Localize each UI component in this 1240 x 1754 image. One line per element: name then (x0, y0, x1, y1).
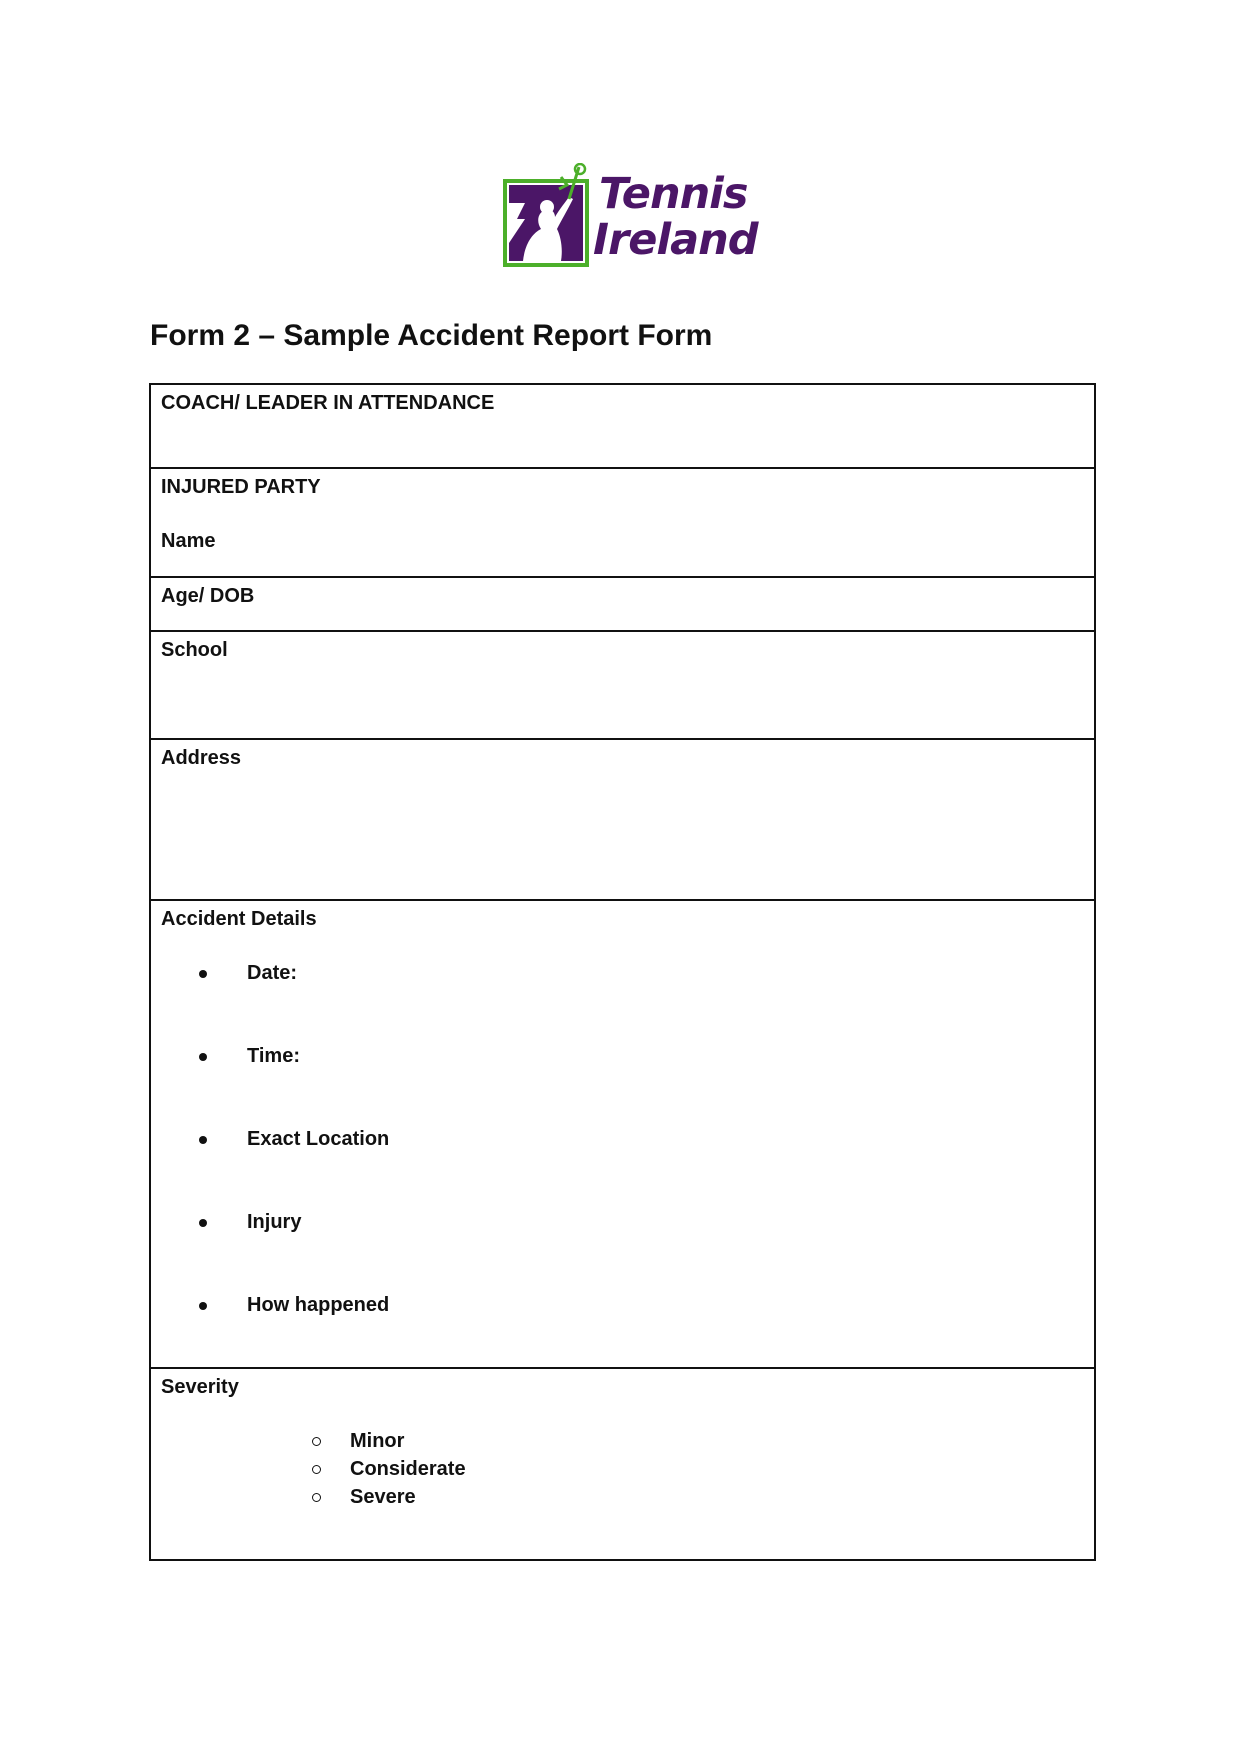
injured-party-cell[interactable] (150, 468, 1095, 577)
coach-cell[interactable] (150, 384, 1095, 468)
list-item (161, 959, 1084, 987)
bullet-icon (199, 1136, 207, 1144)
severity-option-label: Considerate (350, 1458, 466, 1480)
severity-option-considerate[interactable] (161, 1455, 1084, 1483)
severity-option-severe[interactable] (161, 1483, 1084, 1511)
list-item (161, 1291, 1084, 1319)
injured-party-row (150, 468, 1095, 577)
school-row (150, 631, 1095, 739)
age-label: Age/ DOB (161, 585, 255, 607)
logo-text-line1: Tennis (599, 169, 748, 219)
list-item (161, 1125, 1084, 1153)
severity-options-list (161, 1427, 1084, 1511)
injured-party-label: INJURED PARTY (161, 476, 321, 498)
accident-report-table (149, 383, 1096, 1561)
age-row (150, 577, 1095, 631)
severity-row (150, 1368, 1095, 1560)
page-title: Form 2 – Sample Accident Report Form (150, 319, 713, 352)
logo-text-line2: Ireland (593, 215, 758, 265)
severity-option-minor[interactable] (161, 1427, 1084, 1455)
accident-details-cell[interactable] (150, 900, 1095, 1368)
tennis-ireland-logo (503, 163, 758, 267)
bullet-icon (199, 1219, 207, 1227)
tennis-player-logo-icon (503, 163, 589, 267)
list-item (161, 1042, 1084, 1070)
detail-date-label: Date: (247, 962, 298, 984)
open-circle-icon (312, 1437, 321, 1446)
address-label: Address (161, 747, 242, 769)
coach-label: COACH/ LEADER IN ATTENDANCE (161, 392, 495, 414)
severity-option-label: Severe (350, 1486, 416, 1508)
accident-details-row (150, 900, 1095, 1368)
address-cell[interactable] (150, 739, 1095, 900)
detail-location-label: Exact Location (247, 1128, 390, 1150)
school-label: School (161, 639, 228, 661)
bullet-icon (199, 1053, 207, 1061)
accident-details-label: Accident Details (161, 908, 317, 930)
detail-time-label: Time: (247, 1045, 300, 1067)
open-circle-icon (312, 1493, 321, 1502)
accident-details-list (161, 959, 1084, 1319)
severity-option-label: Minor (350, 1430, 405, 1452)
bullet-icon (199, 970, 207, 978)
school-cell[interactable] (150, 631, 1095, 739)
logo-wordmark (593, 169, 758, 265)
coach-row (150, 384, 1095, 468)
bullet-icon (199, 1302, 207, 1310)
severity-cell[interactable] (150, 1368, 1095, 1560)
name-label: Name (161, 530, 216, 552)
detail-injury-label: Injury (247, 1211, 302, 1233)
severity-label: Severity (161, 1376, 239, 1398)
age-cell[interactable] (150, 577, 1095, 631)
detail-how-happened-label: How happened (247, 1294, 390, 1316)
list-item (161, 1208, 1084, 1236)
address-row (150, 739, 1095, 900)
open-circle-icon (312, 1465, 321, 1474)
